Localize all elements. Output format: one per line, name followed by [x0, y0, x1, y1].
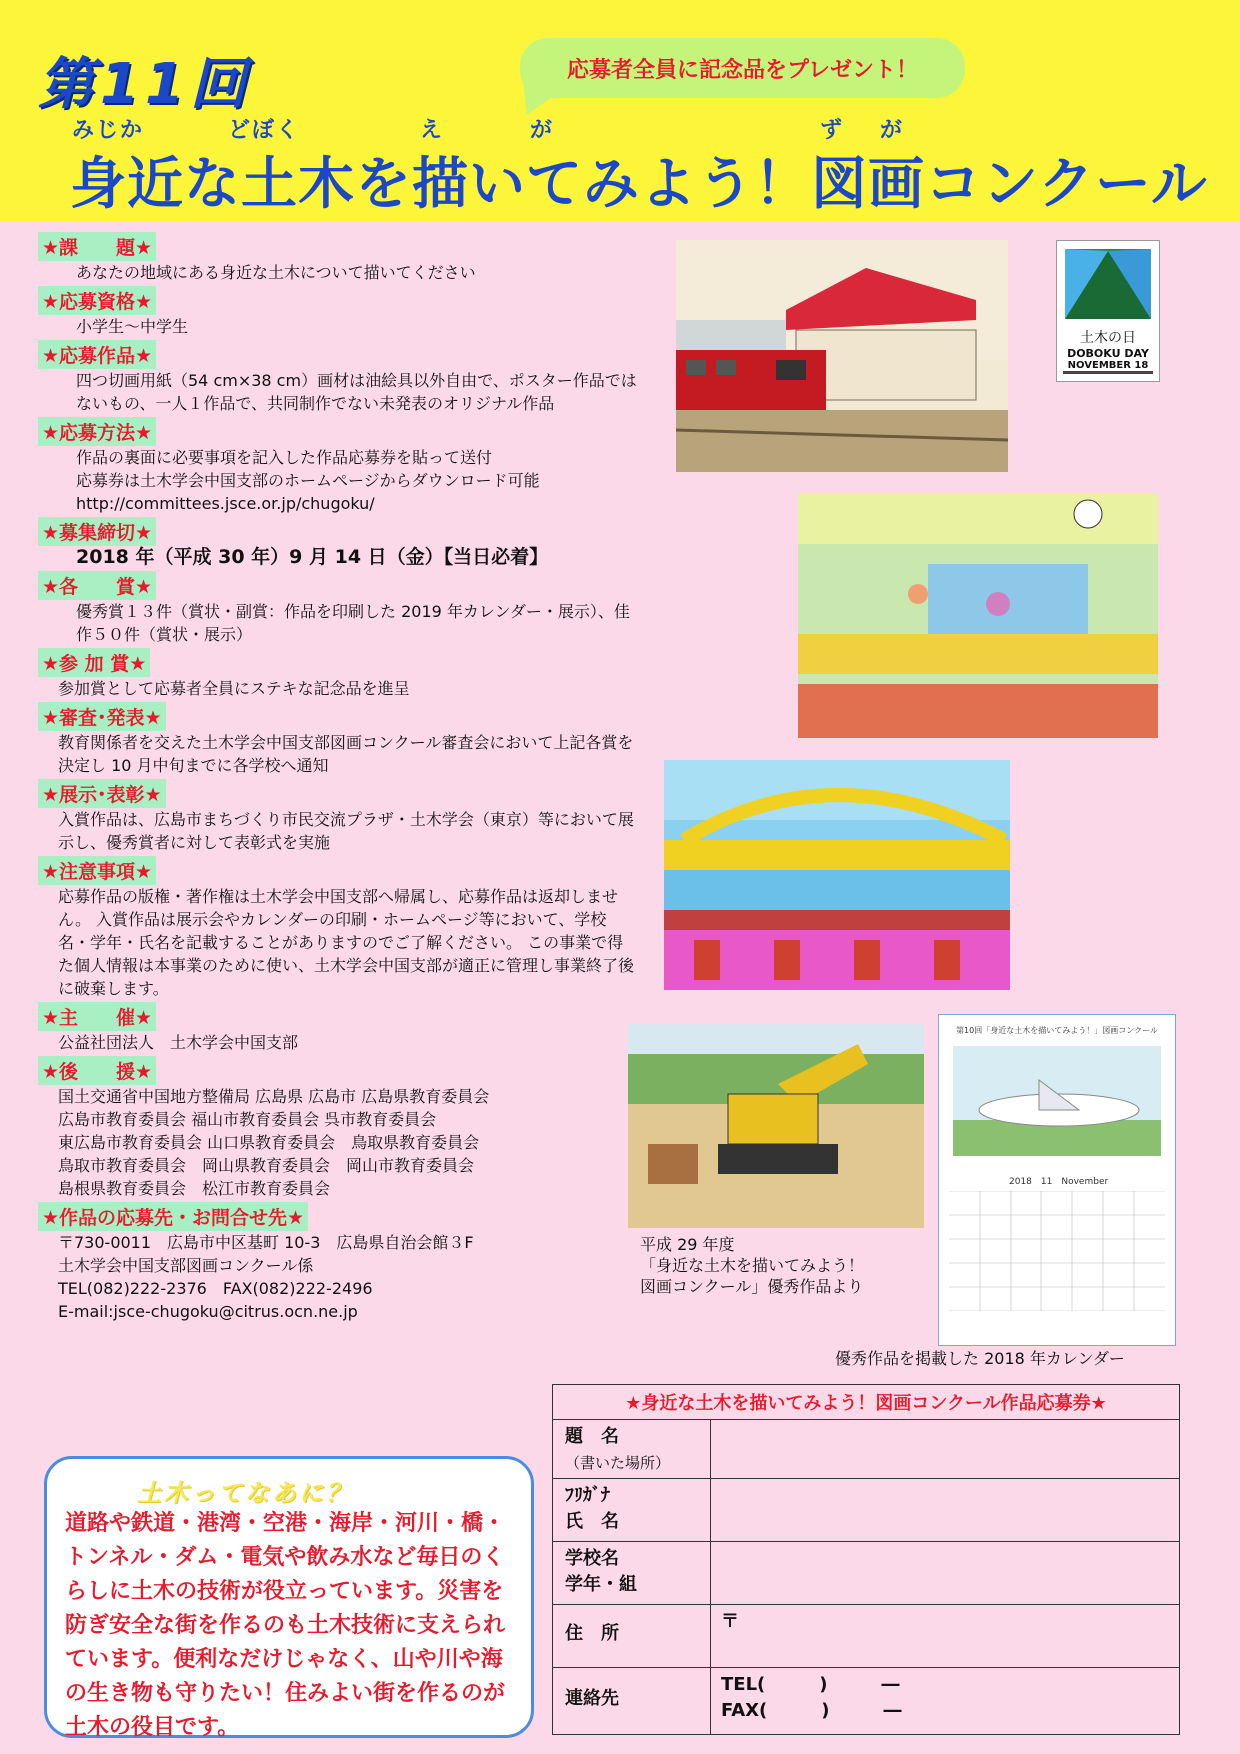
what-is-doboku-title: 土木ってなあに？: [137, 1479, 353, 1507]
section-body: あなたの地域にある身近な土木について描いてください: [76, 263, 476, 282]
section-body: 小学生～中学生: [76, 317, 189, 336]
section-heading: ★主 催★: [38, 1002, 156, 1031]
contact-field[interactable]: TEL( ) ― FAX( ) ―: [721, 1674, 902, 1721]
artwork-excavator-drawing: [628, 1024, 924, 1228]
form-label-text: 題 名: [565, 1426, 619, 1447]
school-field[interactable]: [711, 1542, 1179, 1604]
section-body: 〒730-0011 広島市中区基町 10-3 広島県自治会館３F 土木学会中国支部図画コンクール係 TEL(082)222-2376 FAX(082)222-2496 E-mail:jsce-chugoku@citrus.ocn.ne.jp: [58, 1233, 474, 1321]
section-heading: ★後 援★: [38, 1056, 156, 1085]
header-banner: [0, 0, 1240, 222]
section-heading: ★募集締切★: [38, 517, 156, 546]
section-heading: ★課 題★: [38, 232, 156, 261]
artwork-platform-drawing: [798, 494, 1158, 738]
calendar-artwork: [939, 1040, 1175, 1160]
ruby-ga: が: [530, 118, 555, 143]
ruby-mijika: みじか: [72, 118, 145, 143]
section-body: 教育関係者を交えた土木学会中国支部図画コンクール審査会において上記各賞を決定し 10 月中旬までに各学校へ通知: [58, 733, 634, 775]
name-field[interactable]: [711, 1479, 1179, 1541]
logo-line2: NOVEMBER 18: [1063, 360, 1153, 374]
section-body: 公益社団法人 土木学会中国支部: [58, 1033, 299, 1052]
section-organizer: [38, 1000, 638, 1054]
calendar-grid: [939, 1191, 1175, 1311]
award-calendar: [938, 1014, 1176, 1346]
section-contact: [38, 1200, 638, 1323]
page-title: 身近な土木を描いてみよう！図画コンクール: [70, 152, 1208, 217]
entry-form: [552, 1384, 1180, 1735]
round-number: 第11回: [38, 52, 252, 117]
section-body: 国土交通省中国地方整備局 広島県 広島市 広島県教育委員会 広島市教育委員会 福山市教育委員会 呉市教育委員会 東広島市教育委員会 山口県教育委員会 鳥取県教育委員会 鳥取市教育委員会 岡山県教育委員会 岡山市教育委員会 島根県教育委員会 松江市教育委員会: [58, 1087, 490, 1198]
form-row-title: [553, 1420, 1179, 1479]
section-heading: ★審査･発表★: [38, 702, 166, 731]
artwork-station-drawing: [676, 240, 1008, 472]
logo-line1: DOBOKU DAY: [1067, 347, 1149, 360]
form-row-name: [553, 1479, 1179, 1542]
section-theme: [38, 230, 638, 284]
section-method: [38, 415, 638, 515]
ruby-e: え: [420, 118, 445, 143]
ruby-ga2: が: [880, 118, 905, 143]
section-heading: ★注意事項★: [38, 856, 156, 885]
section-body: 優秀賞１３件（賞状・副賞：作品を印刷した 2019 年カレンダー・展示）、佳作５０件（賞状・展示）: [76, 602, 630, 644]
section-heading: ★展示･表彰★: [38, 779, 166, 808]
section-notes: [38, 854, 638, 1000]
form-label-sub: （書いた場所）: [565, 1454, 671, 1472]
section-heading: ★応募方法★: [38, 417, 156, 446]
form-label: 住 所: [553, 1605, 711, 1667]
what-is-doboku-box: [44, 1456, 534, 1738]
award-caption: 平成 29 年度 「身近な土木を描いてみよう！ 図画コンクール」優秀作品より: [640, 1235, 865, 1296]
section-heading: ★作品の応募先・お問合せ先★: [38, 1202, 308, 1231]
doboku-logo-mark: [1057, 241, 1159, 321]
section-awards: [38, 569, 638, 646]
section-heading: ★各 賞★: [38, 571, 156, 600]
title-field[interactable]: [711, 1420, 1179, 1478]
section-body: 参加賞として応募者全員にステキな記念品を進呈: [58, 679, 410, 698]
ruby-doboku: どぼく: [228, 118, 301, 143]
form-label: 連絡先: [553, 1668, 711, 1734]
logo-kanji: 土木の日: [1080, 330, 1136, 346]
calendar-header: 第10回「身近な土木を描いてみよう！」図画コンクール: [956, 1026, 1158, 1035]
calendar-month: 2018 11 November: [1009, 1177, 1109, 1187]
section-heading: ★参 加 賞★: [38, 648, 150, 677]
form-row-school: [553, 1542, 1179, 1605]
artwork-bridge-drawing: [664, 760, 1010, 990]
section-exhibition: [38, 777, 638, 854]
artwork-station: [676, 240, 1008, 472]
info-sections: [38, 230, 638, 1323]
form-row-contact: [553, 1668, 1179, 1734]
section-judging: [38, 700, 638, 777]
artwork-platform: [798, 494, 1158, 738]
section-body: 四つ切画用紙（54 cm×38 cm）画材は油絵具以外自由で、ポスター作品ではないもの、一人１作品で、共同制作でない未発表のオリジナル作品: [76, 371, 637, 413]
section-works: [38, 338, 638, 415]
form-label: [553, 1420, 711, 1478]
section-body: 入賞作品は、広島市まちづくり市民交流プラザ・土木学会（東京）等において展示し、優秀賞者に対して表彰式を実施: [58, 810, 634, 852]
section-heading: ★応募作品★: [38, 340, 156, 369]
what-is-doboku-body: 道路や鉄道・港湾・空港・海岸・河川・橋・トンネル・ダム・電気や飲み水など毎日のくらしに土木の技術が役立っています。災害を防ぎ安全な街を作るのも土木技術に支えられています。便利なだけじゃなく、山や川や海の生き物も守りたい！住みよい街を作るのが土木の役目です。: [65, 1511, 506, 1740]
section-heading: ★応募資格★: [38, 286, 156, 315]
section-eligibility: [38, 284, 638, 338]
section-supporters: [38, 1054, 638, 1200]
form-label: ﾌﾘｶﾞﾅ 氏 名: [553, 1479, 711, 1541]
section-body: 応募作品の版権・著作権は土木学会中国支部へ帰属し、応募作品は返却しません。 入賞作品は展示会やカレンダーの印刷・ホームページ等において、学校名・学年・氏名を記載することがありますのでご了解ください。 この事業で得た個人情報は本事業のために使い、土木学会中国支部が適正に管理し事業終了後に破棄します。: [58, 887, 635, 998]
section-body: 2018 年（平成 30 年）9 月 14 日（金）【当日必着】: [76, 546, 549, 568]
form-row-address: [553, 1605, 1179, 1668]
section-body: 作品の裏面に必要事項を記入した作品応募券を貼って送付 応募券は土木学会中国支部のホームページからダウンロード可能 http://committees.jsce.or.jp/chugoku/: [76, 448, 540, 513]
doboku-day-logo: [1056, 240, 1160, 382]
section-participation: [38, 646, 638, 700]
artwork-bridge: [664, 760, 1010, 990]
artwork-excavator: [628, 1024, 924, 1228]
address-field[interactable]: 〒: [721, 1611, 739, 1632]
section-deadline: [38, 515, 638, 569]
form-label: 学校名 学年・組: [553, 1542, 711, 1604]
speech-bubble: 応募者全員に記念品をプレゼント！: [520, 38, 965, 98]
calendar-caption: 優秀作品を掲載した 2018 年カレンダー: [835, 1349, 1125, 1368]
ruby-zu: ず: [820, 118, 845, 143]
entry-form-title: ★身近な土木を描いてみよう！図画コンクール作品応募券★: [553, 1385, 1179, 1420]
